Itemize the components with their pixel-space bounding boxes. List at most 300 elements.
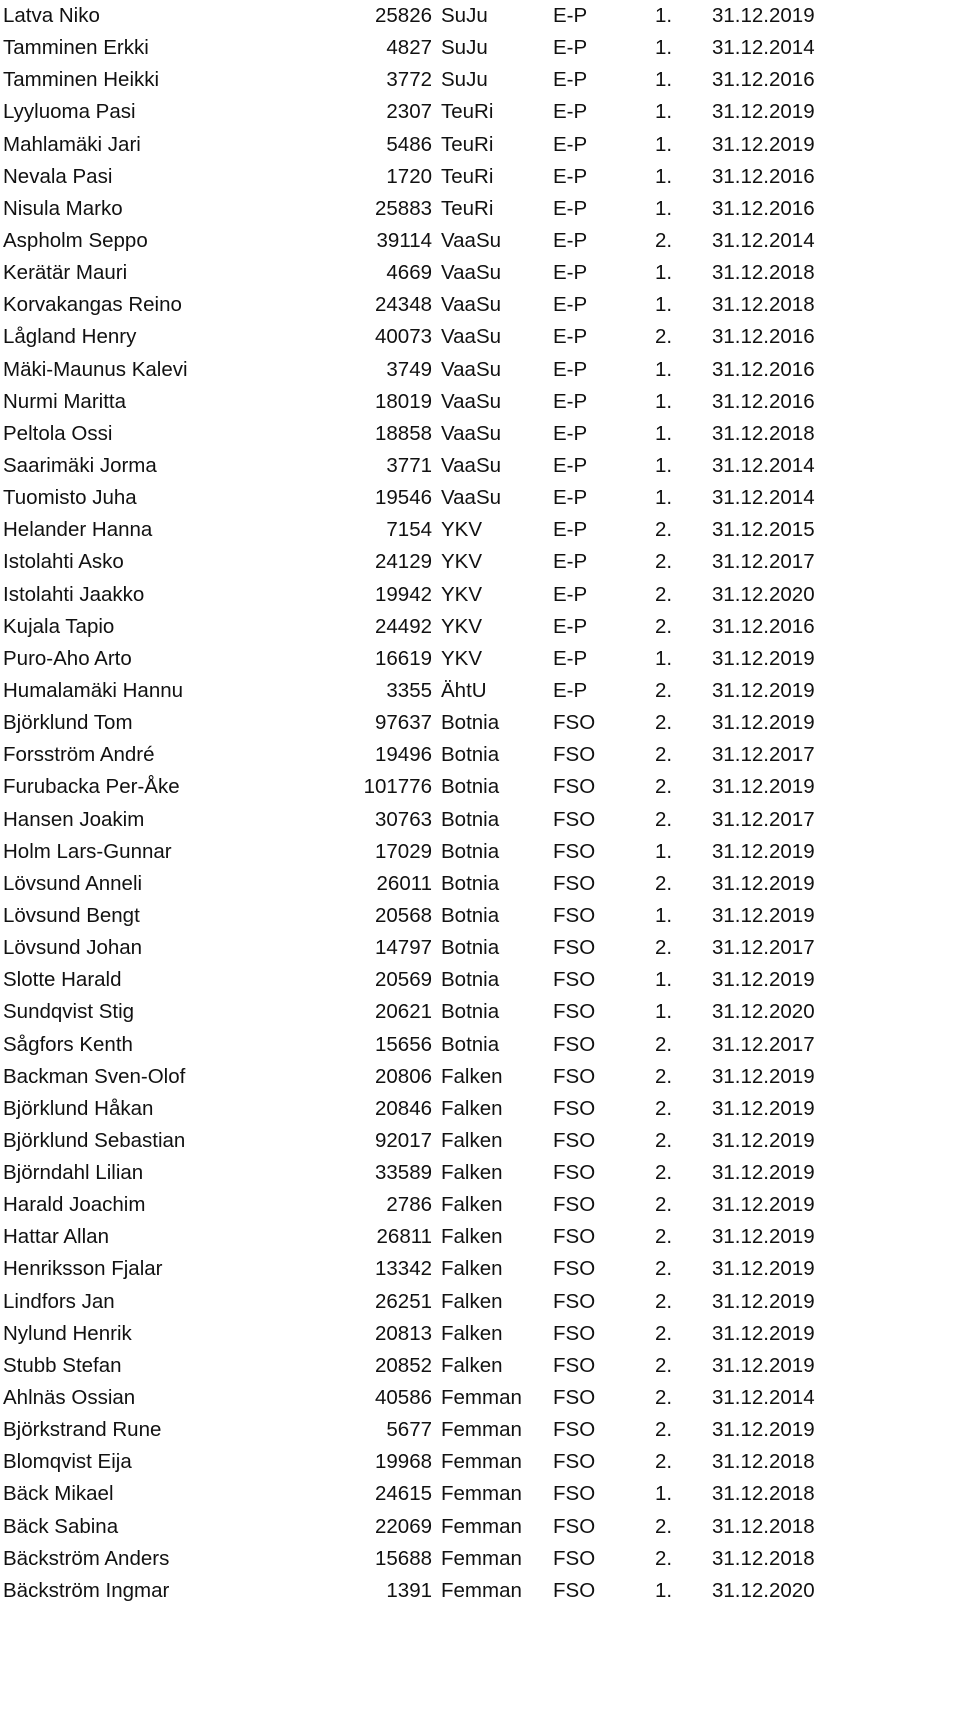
club-cell: Botnia — [441, 1000, 500, 1024]
expiry-date-cell: 31.12.2019 — [712, 1161, 815, 1185]
expiry-date-cell: 31.12.2016 — [712, 68, 815, 92]
expiry-date-cell: 31.12.2018 — [712, 261, 815, 285]
district-cell: FSO — [553, 1096, 596, 1120]
expiry-date-cell: 31.12.2016 — [712, 164, 815, 188]
table-row — [0, 225, 960, 257]
table-row — [0, 1350, 960, 1382]
table-row — [0, 1286, 960, 1318]
club-cell: VaaSu — [441, 453, 502, 477]
club-cell: YKV — [441, 646, 483, 670]
name-cell: Bäck Sabina — [3, 1514, 119, 1538]
class-cell: 2. — [655, 775, 673, 799]
table-row — [0, 675, 960, 707]
name-cell: Humalamäki Hannu — [3, 678, 184, 702]
table-row — [0, 514, 960, 546]
class-cell: 1. — [655, 486, 673, 510]
club-cell: Femman — [441, 1514, 522, 1538]
district-cell: FSO — [553, 1514, 596, 1538]
class-cell: 2. — [655, 1032, 673, 1056]
class-cell: 1. — [655, 357, 673, 381]
district-cell: FSO — [553, 1353, 596, 1377]
class-cell: 2. — [655, 711, 673, 735]
expiry-date-cell: 31.12.2018 — [712, 1450, 815, 1474]
license-number-cell: 40586 — [374, 1386, 432, 1410]
club-cell: SuJu — [441, 4, 488, 27]
district-cell: E-P — [553, 453, 588, 477]
table-row — [0, 418, 960, 450]
license-number-cell: 20568 — [374, 903, 432, 927]
name-cell: Lindfors Jan — [3, 1289, 115, 1313]
expiry-date-cell: 31.12.2019 — [712, 1193, 815, 1217]
district-cell: FSO — [553, 1257, 596, 1281]
club-cell: Femman — [441, 1578, 522, 1602]
expiry-date-cell: 31.12.2018 — [712, 1482, 815, 1506]
table-row — [0, 0, 960, 32]
club-cell: Femman — [441, 1482, 522, 1506]
club-cell: Femman — [441, 1386, 522, 1410]
class-cell: 2. — [655, 1225, 673, 1249]
license-number-cell: 25883 — [374, 196, 432, 220]
district-cell: FSO — [553, 936, 596, 960]
license-number-cell: 4827 — [386, 36, 432, 60]
expiry-date-cell: 31.12.2019 — [712, 678, 815, 702]
table-row — [0, 482, 960, 514]
name-cell: Björkstrand Rune — [3, 1418, 162, 1442]
district-cell: FSO — [553, 1193, 596, 1217]
expiry-date-cell: 31.12.2019 — [712, 1128, 815, 1152]
class-cell: 2. — [655, 1128, 673, 1152]
expiry-date-cell: 31.12.2016 — [712, 357, 815, 381]
class-cell: 2. — [655, 1257, 673, 1281]
expiry-date-cell: 31.12.2019 — [712, 1225, 815, 1249]
expiry-date-cell: 31.12.2019 — [712, 1096, 815, 1120]
club-cell: Botnia — [441, 775, 500, 799]
name-cell: Aspholm Seppo — [3, 228, 148, 252]
name-cell: Björklund Tom — [3, 711, 133, 735]
expiry-date-cell: 31.12.2019 — [712, 132, 815, 156]
license-number-cell: 26811 — [376, 1225, 432, 1249]
table-row — [0, 611, 960, 643]
district-cell: FSO — [553, 1161, 596, 1185]
license-number-cell: 20813 — [374, 1321, 432, 1345]
club-cell: Falken — [441, 1161, 503, 1185]
name-cell: Nurmi Maritta — [3, 389, 127, 413]
club-cell: Falken — [441, 1353, 503, 1377]
table-row — [0, 1189, 960, 1221]
club-cell: TeuRi — [441, 196, 494, 220]
name-cell: Ahlnäs Ossian — [3, 1386, 136, 1410]
license-number-cell: 3749 — [386, 357, 432, 381]
district-cell: FSO — [553, 1321, 596, 1345]
expiry-date-cell: 31.12.2019 — [712, 839, 815, 863]
expiry-date-cell: 31.12.2018 — [712, 293, 815, 317]
class-cell: 1. — [655, 968, 673, 992]
name-cell: Henriksson Fjalar — [3, 1257, 163, 1281]
expiry-date-cell: 31.12.2019 — [712, 711, 815, 735]
club-cell: Femman — [441, 1450, 522, 1474]
license-number-cell: 26011 — [376, 871, 432, 895]
table-row — [0, 932, 960, 964]
club-cell: VaaSu — [441, 228, 502, 252]
class-cell: 2. — [655, 1161, 673, 1185]
class-cell: 2. — [655, 614, 673, 638]
club-cell: Botnia — [441, 903, 500, 927]
club-cell: SuJu — [441, 68, 488, 92]
club-cell: VaaSu — [441, 421, 502, 445]
name-cell: Lågland Henry — [3, 325, 137, 349]
table-row — [0, 321, 960, 353]
expiry-date-cell: 31.12.2020 — [712, 582, 815, 606]
district-cell: E-P — [553, 36, 588, 60]
district-cell: E-P — [553, 293, 588, 317]
expiry-date-cell: 31.12.2019 — [712, 968, 815, 992]
district-cell: FSO — [553, 1225, 596, 1249]
table-row — [0, 964, 960, 996]
class-cell: 1. — [655, 196, 673, 220]
license-number-cell: 40073 — [374, 325, 432, 349]
license-number-cell: 19496 — [374, 743, 432, 767]
expiry-date-cell: 31.12.2018 — [712, 1546, 815, 1570]
class-cell: 2. — [655, 1546, 673, 1570]
expiry-date-cell: 31.12.2014 — [712, 486, 815, 510]
license-number-cell: 19968 — [374, 1450, 432, 1474]
club-cell: Falken — [441, 1096, 503, 1120]
club-cell: SuJu — [441, 36, 488, 60]
district-cell: E-P — [553, 228, 588, 252]
district-cell: FSO — [553, 1289, 596, 1313]
district-cell: FSO — [553, 743, 596, 767]
expiry-date-cell: 31.12.2019 — [712, 1353, 815, 1377]
district-cell: FSO — [553, 1418, 596, 1442]
name-cell: Holm Lars-Gunnar — [3, 839, 172, 863]
club-cell: VaaSu — [441, 486, 502, 510]
class-cell: 2. — [655, 1096, 673, 1120]
class-cell: 2. — [655, 743, 673, 767]
name-cell: Hattar Allan — [3, 1225, 109, 1249]
license-number-cell: 97637 — [374, 711, 432, 735]
name-cell: Sundqvist Stig — [3, 1000, 135, 1024]
expiry-date-cell: 31.12.2018 — [712, 421, 815, 445]
name-cell: Peltola Ossi — [3, 421, 113, 445]
district-cell: E-P — [553, 164, 588, 188]
table-row — [0, 546, 960, 578]
expiry-date-cell: 31.12.2019 — [712, 100, 815, 124]
license-number-cell: 14797 — [374, 936, 432, 960]
name-cell: Björndahl Lilian — [3, 1161, 144, 1185]
club-cell: Femman — [441, 1418, 522, 1442]
class-cell: 1. — [655, 132, 673, 156]
license-number-cell: 5486 — [386, 132, 432, 156]
name-cell: Tamminen Heikki — [3, 68, 160, 92]
club-cell: TeuRi — [441, 132, 494, 156]
name-cell: Puro-Aho Arto — [3, 646, 132, 670]
club-cell: YKV — [441, 582, 483, 606]
class-cell: 1. — [655, 1578, 673, 1602]
expiry-date-cell: 31.12.2014 — [712, 228, 815, 252]
name-cell: Björklund Sebastian — [3, 1128, 186, 1152]
table-row — [0, 1029, 960, 1061]
name-cell: Slotte Harald — [3, 968, 122, 992]
class-cell: 2. — [655, 550, 673, 574]
club-cell: ÄhtU — [441, 678, 487, 702]
class-cell: 2. — [655, 1514, 673, 1538]
table-row — [0, 1478, 960, 1510]
table-row — [0, 804, 960, 836]
table-row — [0, 771, 960, 803]
club-cell: Botnia — [441, 1032, 500, 1056]
name-cell: Tuomisto Juha — [3, 486, 137, 510]
club-cell: TeuRi — [441, 164, 494, 188]
district-cell: E-P — [553, 678, 588, 702]
expiry-date-cell: 31.12.2018 — [712, 1514, 815, 1538]
expiry-date-cell: 31.12.2015 — [712, 518, 815, 542]
club-cell: TeuRi — [441, 100, 494, 124]
district-cell: E-P — [553, 100, 588, 124]
table-row — [0, 96, 960, 128]
table-row — [0, 836, 960, 868]
club-cell: Falken — [441, 1289, 503, 1313]
name-cell: Saarimäki Jorma — [3, 453, 157, 477]
license-number-cell: 2307 — [386, 100, 432, 124]
table-row — [0, 643, 960, 675]
name-cell: Bäckström Anders — [3, 1546, 170, 1570]
district-cell: FSO — [553, 1546, 596, 1570]
district-cell: FSO — [553, 903, 596, 927]
club-cell: Botnia — [441, 936, 500, 960]
table-row — [0, 868, 960, 900]
license-number-cell: 18019 — [374, 389, 432, 413]
table-row — [0, 64, 960, 96]
expiry-date-cell: 31.12.2016 — [712, 196, 815, 220]
expiry-date-cell: 31.12.2016 — [712, 614, 815, 638]
license-number-cell: 1720 — [386, 164, 432, 188]
license-number-cell: 18858 — [374, 421, 432, 445]
expiry-date-cell: 31.12.2019 — [712, 1257, 815, 1281]
club-cell: Falken — [441, 1193, 503, 1217]
license-number-cell: 3771 — [386, 453, 432, 477]
table-row — [0, 1157, 960, 1189]
district-cell: FSO — [553, 839, 596, 863]
table-row — [0, 739, 960, 771]
table-row — [0, 1061, 960, 1093]
class-cell: 2. — [655, 1193, 673, 1217]
class-cell: 1. — [655, 453, 673, 477]
name-cell: Furubacka Per-Åke — [3, 775, 180, 799]
license-number-cell: 13342 — [374, 1257, 432, 1281]
name-cell: Mahlamäki Jari — [3, 132, 141, 156]
license-number-cell: 30763 — [374, 807, 432, 831]
district-cell: FSO — [553, 1482, 596, 1506]
table-row — [0, 1511, 960, 1543]
name-cell: Istolahti Asko — [3, 550, 124, 574]
license-number-cell: 39114 — [376, 228, 432, 252]
table-row — [0, 289, 960, 321]
class-cell: 1. — [655, 100, 673, 124]
license-number-cell: 4669 — [386, 261, 432, 285]
district-cell: E-P — [553, 325, 588, 349]
table-row — [0, 1125, 960, 1157]
club-cell: YKV — [441, 550, 483, 574]
license-number-cell: 24492 — [374, 614, 432, 638]
class-cell: 2. — [655, 228, 673, 252]
expiry-date-cell: 31.12.2019 — [712, 646, 815, 670]
name-cell: Latva Niko — [3, 4, 100, 27]
expiry-date-cell: 31.12.2017 — [712, 743, 815, 767]
table-row — [0, 1575, 960, 1607]
club-cell: Botnia — [441, 711, 500, 735]
district-cell: E-P — [553, 486, 588, 510]
table-row — [0, 193, 960, 225]
name-cell: Nevala Pasi — [3, 164, 113, 188]
district-cell: E-P — [553, 614, 588, 638]
club-cell: Botnia — [441, 743, 500, 767]
district-cell: FSO — [553, 968, 596, 992]
district-cell: E-P — [553, 4, 588, 27]
name-cell: Nisula Marko — [3, 196, 123, 220]
table-row — [0, 900, 960, 932]
license-number-cell: 25826 — [374, 4, 432, 27]
club-cell: VaaSu — [441, 293, 502, 317]
club-cell: Falken — [441, 1321, 503, 1345]
table-row — [0, 1253, 960, 1285]
club-cell: Botnia — [441, 839, 500, 863]
license-number-cell: 92017 — [374, 1128, 432, 1152]
license-number-cell: 24348 — [374, 293, 432, 317]
name-cell: Forsström André — [3, 743, 155, 767]
class-cell: 1. — [655, 421, 673, 445]
district-cell: E-P — [553, 582, 588, 606]
name-cell: Hansen Joakim — [3, 807, 145, 831]
class-cell: 2. — [655, 518, 673, 542]
district-cell: E-P — [553, 196, 588, 220]
license-number-cell: 26251 — [374, 1289, 432, 1313]
club-cell: VaaSu — [441, 325, 502, 349]
expiry-date-cell: 31.12.2019 — [712, 871, 815, 895]
license-number-cell: 19546 — [374, 486, 432, 510]
club-cell: VaaSu — [441, 261, 502, 285]
table-row — [0, 1093, 960, 1125]
class-cell: 2. — [655, 1418, 673, 1442]
expiry-date-cell: 31.12.2016 — [712, 325, 815, 349]
class-cell: 1. — [655, 261, 673, 285]
district-cell: E-P — [553, 261, 588, 285]
district-cell: E-P — [553, 132, 588, 156]
name-cell: Sågfors Kenth — [3, 1032, 133, 1056]
district-cell: FSO — [553, 807, 596, 831]
class-cell: 2. — [655, 1450, 673, 1474]
license-number-cell: 3355 — [386, 678, 432, 702]
table-row — [0, 450, 960, 482]
table-row — [0, 1414, 960, 1446]
name-cell: Kerätär Mauri — [3, 261, 128, 285]
district-cell: E-P — [553, 68, 588, 92]
class-cell: 2. — [655, 1064, 673, 1088]
class-cell: 2. — [655, 582, 673, 606]
table-row — [0, 129, 960, 161]
class-cell: 2. — [655, 678, 673, 702]
license-number-cell: 3772 — [386, 68, 432, 92]
district-cell: E-P — [553, 389, 588, 413]
class-cell: 1. — [655, 839, 673, 863]
name-cell: Nylund Henrik — [3, 1321, 132, 1345]
expiry-date-cell: 31.12.2017 — [712, 1032, 815, 1056]
license-number-cell: 15656 — [374, 1032, 432, 1056]
expiry-date-cell: 31.12.2019 — [712, 4, 815, 27]
club-cell: YKV — [441, 518, 483, 542]
license-number-cell: 5677 — [386, 1418, 432, 1442]
expiry-date-cell: 31.12.2014 — [712, 453, 815, 477]
license-number-cell: 1391 — [386, 1578, 432, 1602]
table-row — [0, 32, 960, 64]
class-cell: 1. — [655, 68, 673, 92]
license-number-cell: 19942 — [374, 582, 432, 606]
license-number-cell: 17029 — [374, 839, 432, 863]
table-row — [0, 579, 960, 611]
expiry-date-cell: 31.12.2019 — [712, 903, 815, 927]
class-cell: 1. — [655, 1482, 673, 1506]
expiry-date-cell: 31.12.2019 — [712, 1321, 815, 1345]
table-row — [0, 161, 960, 193]
name-cell: Lövsund Johan — [3, 936, 143, 960]
club-cell: Botnia — [441, 968, 500, 992]
license-number-cell: 20852 — [374, 1353, 432, 1377]
license-number-cell: 15688 — [374, 1546, 432, 1570]
district-cell: E-P — [553, 518, 588, 542]
class-cell: 2. — [655, 1353, 673, 1377]
name-cell: Tamminen Erkki — [3, 36, 149, 60]
club-cell: YKV — [441, 614, 483, 638]
name-cell: Bäck Mikael — [3, 1482, 114, 1506]
club-cell: VaaSu — [441, 357, 502, 381]
table-row — [0, 996, 960, 1028]
class-cell: 2. — [655, 1321, 673, 1345]
club-cell: Falken — [441, 1064, 503, 1088]
table-row — [0, 354, 960, 386]
table-row — [0, 386, 960, 418]
license-number-cell: 22069 — [374, 1514, 432, 1538]
district-cell: FSO — [553, 1000, 596, 1024]
class-cell: 2. — [655, 1386, 673, 1410]
license-number-cell: 24129 — [374, 550, 432, 574]
district-cell: FSO — [553, 1032, 596, 1056]
class-cell: 1. — [655, 646, 673, 670]
license-number-cell: 7154 — [386, 518, 432, 542]
table-row — [0, 707, 960, 739]
name-cell: Lövsund Bengt — [3, 903, 140, 927]
name-cell: Björklund Håkan — [3, 1096, 154, 1120]
name-cell: Lyyluoma Pasi — [3, 100, 136, 124]
license-number-cell: 20621 — [374, 1000, 432, 1024]
name-cell: Helander Hanna — [3, 518, 153, 542]
class-cell: 2. — [655, 325, 673, 349]
expiry-date-cell: 31.12.2016 — [712, 389, 815, 413]
district-cell: FSO — [553, 1578, 596, 1602]
class-cell: 2. — [655, 807, 673, 831]
expiry-date-cell: 31.12.2014 — [712, 36, 815, 60]
expiry-date-cell: 31.12.2017 — [712, 936, 815, 960]
class-cell: 1. — [655, 903, 673, 927]
license-number-cell: 33589 — [374, 1161, 432, 1185]
license-number-cell: 2786 — [386, 1193, 432, 1217]
license-number-cell: 16619 — [374, 646, 432, 670]
district-cell: E-P — [553, 550, 588, 574]
club-cell: Falken — [441, 1128, 503, 1152]
license-number-cell: 20806 — [374, 1064, 432, 1088]
expiry-date-cell: 31.12.2014 — [712, 1386, 815, 1410]
expiry-date-cell: 31.12.2020 — [712, 1000, 815, 1024]
name-cell: Stubb Stefan — [3, 1353, 122, 1377]
table-row — [0, 1446, 960, 1478]
